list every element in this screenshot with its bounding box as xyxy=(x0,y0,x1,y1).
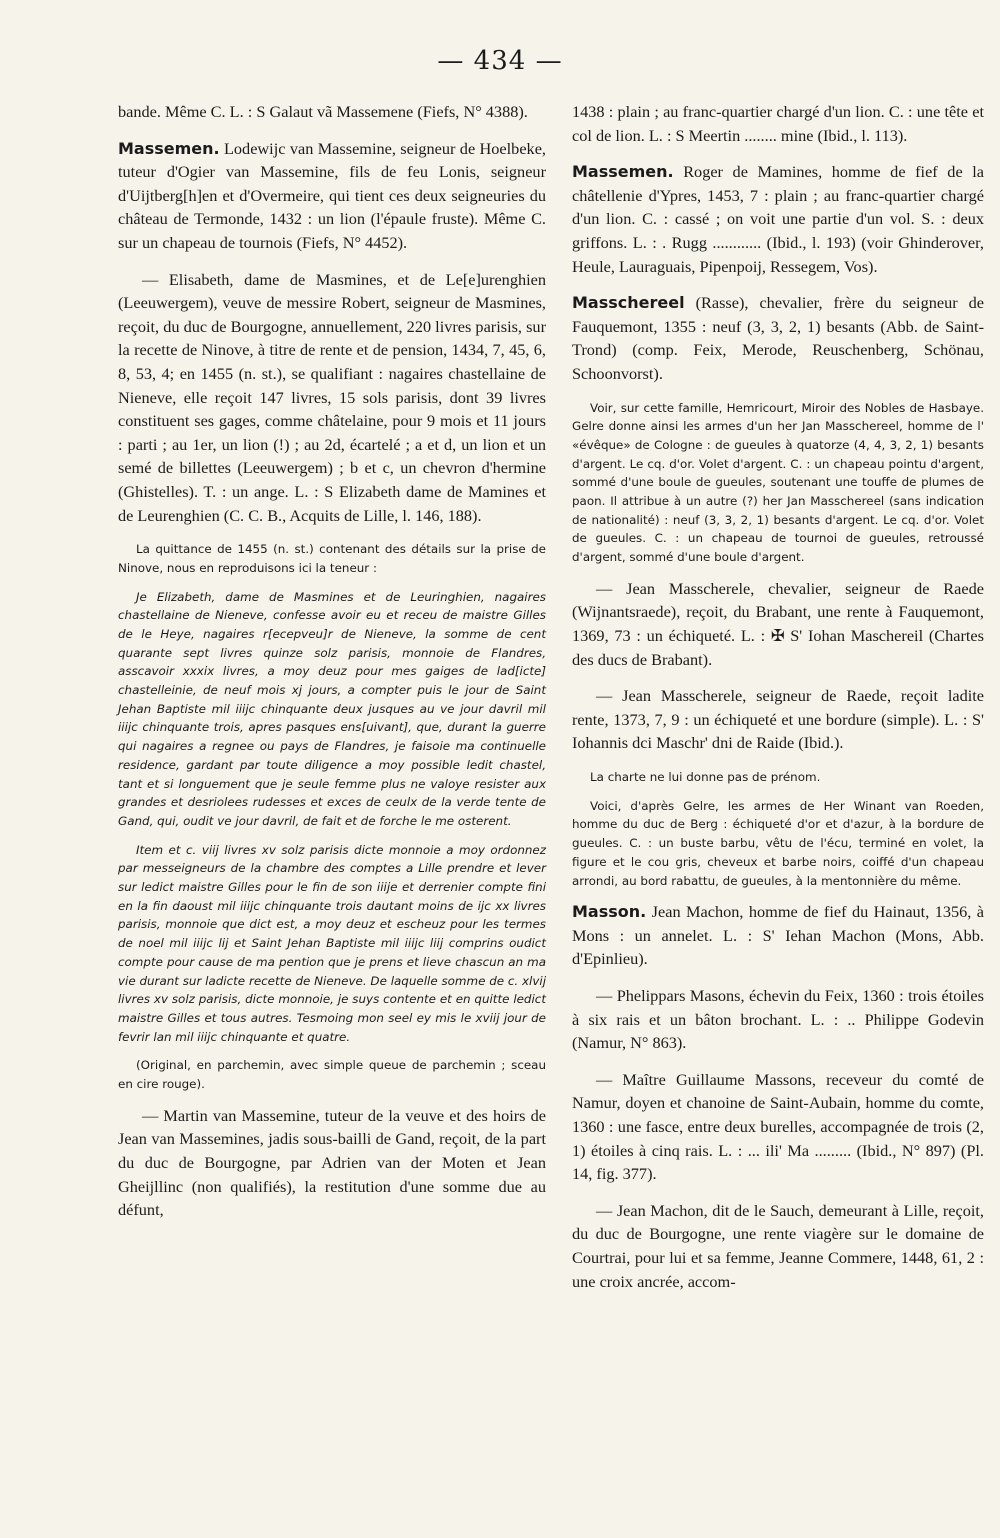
entry-jean-machon: — Jean Machon, dit de le Sauch, demeurant à Lille, reçoit, du duc de Bourgogne, une rente viagère sur le domaine de Courtrai, pour lui et sa femme, Jeanne Commere, 1448, 61, 2 : une croix ancrée, accom- xyxy=(572,1200,984,1291)
entry-heading: Massemen. xyxy=(572,162,674,182)
entry-jean-masscherele-2: — Jean Masscherele, seigneur de Raede, reçoit ladite rente, 1373, 7, 9 : un échiqueté et une bordure (simple). L. : S' Iohannis dci Maschr' dni de Raide (Ibid.). xyxy=(572,686,984,753)
note-quittance: La quittance de 1455 (n. st.) contenant des détails sur la prise de Ninove, nous en reproduisons ici la teneur : xyxy=(118,542,546,575)
page-number: — 434 — xyxy=(437,46,563,76)
entry-martin: — Martin van Massemine, tuteur de la veuve et des hoirs de Jean van Massemines, jadis sous-bailli de Gand, reçoit, de la part du duc de Bourgogne, par Adrien van der Moten et Jean Gheijllinc (non qualifiés), la restitution d'une somme due au défunt, xyxy=(118,1105,546,1220)
entry-guillaume: — Maître Guillaume Massons, receveur du comté de Namur, doyen et chanoine de Saint-Aubain, homme du comte, 1360 : une fasce, entre deux burelles, accompagnée de trois (2, 1) étoiles à cinq rais. L. : ... ili' Ma ......... (Ibid., N° 897) (Pl. 14, fig. 377). xyxy=(572,1069,984,1184)
entry-heading: Massemen. xyxy=(118,138,220,158)
quote-je-elizabeth: Je Elizabeth, dame de Masmines et de Leuringhien, nagaires chastellaine de Nieneve, confesse avoir eu et receu de maistre Gilles de le Heye, nagaires r[ecepveu]r de Nieneve, la somme de cent quarante sept livres quinze solz parisis, monnoie de Flandres, asscavoir xxxix livres, a moy deuz pour mes gaiges de lad[icte] chastelleinie, de neuf mois xj jours, a compter puis le jour de Saint Jehan Baptiste mil iiijc chinquante deux jusques au ve jour davril mil iiijc chinquante trois, apres pasques ens[uivant], que, durant la guerre qui nagaires a regnee ou pays de Flandres, je faisoie ma continuelle residence, gardant par toute diligence a moy possible ledit chastel, tant et si longuement que je seule femme plus ne valoye resister aux grandes et desriolees rudesses et exces de ceulx de la verde tente de Gand, qui, oudit ve jour davril, de fait et de forche le me osterent. xyxy=(118,589,546,828)
entry-massemen-lodewijc: Massemen. Lodewijc van Massemine, seigneur de Hoelbeke, tuteur d'Ogier van Massemine, fils de feu Lonis, seigneur d'Uijtberg[h]en et d'Overmeire, qui tient ces deux seigneuries du château de Termonde, 1432 : un lion (l'épaule fruste). Même C. sur un chapeau de tournois (Fiefs, N° 4452). xyxy=(118,138,546,252)
quote-original: (Original, en parchemin, avec simple queue de parchemin ; sceau en cire rouge). xyxy=(118,1058,546,1092)
entry-jean-masscherele-1: — Jean Masscherele, chevalier, seigneur de Raede (Wijnantsraede), reçoit, du Brabant, une rente à Fauquemont, 1369, 73 : un échiqueté. L. : ✠ S' Iohan Maschereil (Chartes des ducs de Brabant). xyxy=(572,578,984,669)
note-charte: La charte ne lui donne pas de prénom. xyxy=(590,770,821,785)
right-column xyxy=(572,100,984,1306)
entry-elisabeth: — Elisabeth, dame de Masmines, et de Le[e]urenghien (Leeuwergem), veuve de messire Robert, seigneur de Masmines, reçoit, du duc de Bourgogne, annuellement, 220 livres parisis, sur la recette de Ninove, à titre de rente et de pension, 1434, 7, 45, 6, 8, 53, 4; en 1455 (n. st.), se qualifiant : nagaires chastellaine de Nieneve, elle reçoit 147 livres, 15 sols parisis, dont 39 livres constituent ses gages, comme châtelaine, pour 9 mois et 11 jours : parti ; au 1er, un lion (!) ; au 2d, écartelé ; a et d, un lion et un semé de billettes (Leeuwergem) ; b et c, un chevron d'hermine (Ghistelles). T. : un ange. L. : S Elizabeth dame de Mamines et de Leurenghien (C. C. B., Acquits de Lille, l. 146, 188). xyxy=(118,269,546,525)
entry-massemen-roger: Massemen. Roger de Mamines, homme de fief de la châtellenie d'Ypres, 1453, 7 : plain ; au franc-quartier chargé d'un lion. C. : cassé ; on voit une partie d'un vol. S. : deux griffons. L. : . Rugg ............ (Ibid., l. 193) (voir Ghinderover, Heule, Lauraguais, Pipenpoij, Ressegem, Vos). xyxy=(572,162,984,276)
entry-bande: bande. Même C. L. : S Galaut vã Massemene (Fiefs, N° 4388). xyxy=(118,102,528,121)
entry-1438: 1438 : plain ; au franc-quartier chargé d'un lion. C. : une tête et col de lion. L. : S Meertin ........ mine (Ibid., l. 113). xyxy=(572,102,984,145)
entry-phelippars: — Phelippars Masons, échevin du Feix, 1360 : trois étoiles à six rais et un bâton brochant. L. : .. Philippe Godevin (Namur, N° 863). xyxy=(572,986,984,1053)
note-hemricourt: Voir, sur cette famille, Hemricourt, Miroir des Nobles de Hasbaye. Gelre donne ainsi les armes d'un her Jan Masschereel, homme de l' «évêque» de Cologne : de gueules à quatorze (4, 4, 3, 2, 1) besants d'argent. Le cq. d'or. Volet d'argent. C. : un chapeau pointu d'argent, sommé d'une boule de gueules, soutenant une touffe de plumes de paon. Il attribue à un autre (?) her Jan Masschereel (sans indication de nationalité) : neuf (3, 3, 2, 1) besants d'argent. Le cq. d'or. Volet de gueules. C. : un chapeau de tournoi de gueules, retroussé d'argent, sommé d'une boule d'argent. xyxy=(572,400,984,565)
entry-heading: Masson. xyxy=(572,902,647,922)
left-column xyxy=(118,100,546,1235)
entry-masschereel: Masschereel (Rasse), chevalier, frère du seigneur de Fauquemont, 1355 : neuf (3, 3, 2, 1) besants (Abb. de Saint-Trond) (comp. Feix, Merode, Reuschenberg, Schönau, Schoonvorst). xyxy=(572,293,984,383)
entry-masson: Masson. Jean Machon, homme de fief du Hainaut, 1356, à Mons : un annelet. L. : S' Iehan Machon (Mons, Abb. d'Epinlieu). xyxy=(572,902,984,969)
entry-heading: Masschereel xyxy=(572,293,685,313)
note-gelre: Voici, d'après Gelre, les armes de Her Winant van Roeden, homme du duc de Berg : échiqueté d'or et d'azur, à la bordure de gueules. C. : un buste barbu, vêtu de l'écu, terminé en volet, la figure et le cou gris, cheveux et barbe noirs, coiffé d'un chapeau arrondi, au bord rabattu, de gueules, à la mentonnière du même. xyxy=(572,798,984,888)
quote-item: Item et c. viij livres xv solz parisis dicte monnoie a moy ordonnez par messeigneurs de la chambre des comptes a Lille prendre et lever sur ledict maistre Gilles pour le fin de son iiije et derrenier compte fini en la fin daoust mil iiijc chinquante trois dautant moins de ijc xx livres parisis, monnoie que dict est, a moy deuz et escheuz pour les termes de noel mil iiijc lij et Saint Jehan Baptiste mil iiijc liij comprins oudict compte pour cause de ma pention que je prens et lieve chascun an ma vie durant sur ladicte recette de Nieneve. De laquelle somme de c. xlvij livres xv solz parisis, dicte monnoie, je suys contente et en quitte ledict maistre Gilles et tous autres. Tesmoing mon seel ey mis le xviij jour de fevrir lan mil iiijc chinquante et quatre. xyxy=(118,842,546,1044)
